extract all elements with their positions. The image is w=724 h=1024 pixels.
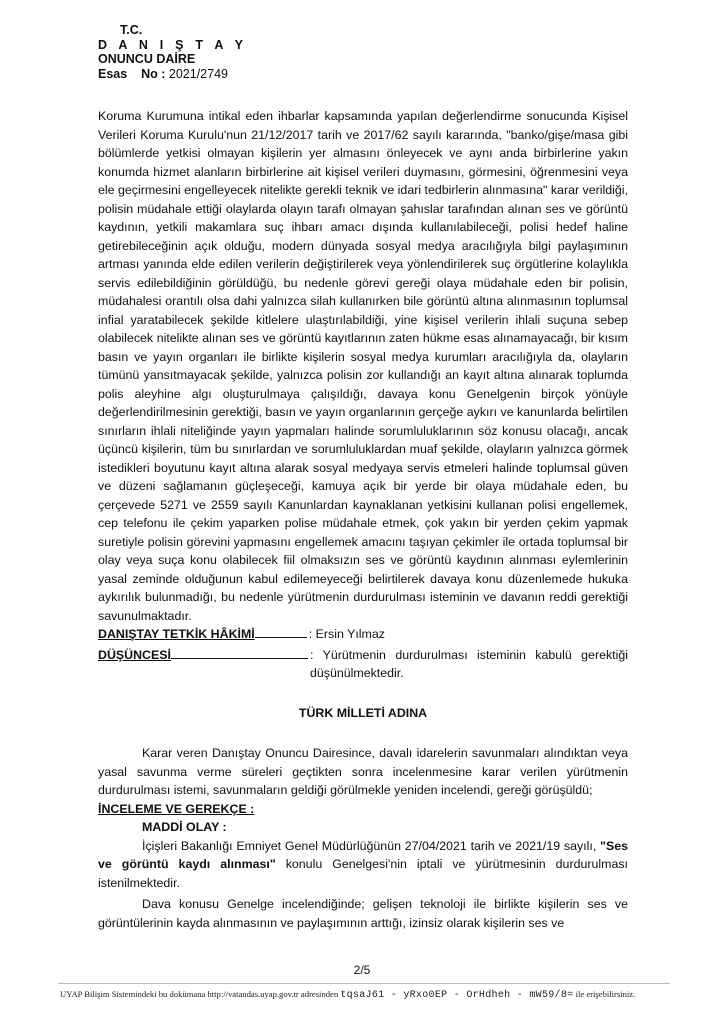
verification-code: tqsaJ61 - yRxo0EP - OrHdheh - mW59/8= xyxy=(340,990,574,1001)
footer-note-text: UYAP Bilişim Sistemindeki bu dokümana http://vatandas.uyap.gov.tr adresinden xyxy=(60,989,339,999)
judge-underline xyxy=(255,626,307,638)
document-body xyxy=(98,107,628,932)
circular-review-paragraph: Dava konusu Genelge incelendiğinde; gelişen teknoloji ile birlikte kişilerin ses ve görüntülerinin kayda alınmasının ve paylaşımının arttığı, izinsiz olarak kişilerin ses ve xyxy=(98,897,628,930)
document-header xyxy=(98,23,247,81)
opinion-label: DÜŞÜNCESİ xyxy=(98,647,171,662)
esas-label: Esas xyxy=(98,66,128,81)
no-label: No : xyxy=(141,66,166,81)
material-text-end: konulu Genelgesi'nin iptali ve yürütmesinin durdurulması istenilmektedir. xyxy=(98,857,628,890)
uyap-footer-note xyxy=(60,989,670,1001)
judge-row xyxy=(98,625,628,644)
decision-paragraph: Karar veren Danıştay Onuncu Dairesince, davalı idarelerin savunmaları alındıktan veya yasal savunma verme süreleri geçtikten sonra incelenmesine karar verilen yürütmenin durdurulması istemi, savunmaların geldiği görülmekle yeniden incelendi, gereği görüşüldü; xyxy=(98,746,628,797)
judge-name: : Ersin Yılmaz xyxy=(308,627,385,641)
material-event-paragraph xyxy=(98,837,628,893)
opinion-underline xyxy=(171,647,308,659)
defense-paragraph: Koruma Kurumuna intikal eden ihbarlar kapsamında yapılan değerlendirme sonucunda Kişisel Verileri Koruma Kurulu'nun 21/12/2017 tarih ve 2017/62 sayılı kararında, "banko/gişe/masa gibi bölümlerde yetkisi olmayan kişilerin yer almasını önleyecek ve aynı anda birbirlerine yakın konumda hizmet alanların birbirlerine ait kişisel verileri duymasını, görmesini, öğrenmesini veya ele geçirmesini engelleyecek nitelikte gerekli teknik ve idari tedbirlerin alınmasına" karar verildiği, polisin müdahale ettiği olaylarda olayın tarafı olmayan şahıslar tarafından alınan ses ve görüntü kaydının, yetkili makamlara suç ihbarı amacı dışında kullanılabileceği, polisi hedef haline getirebileceğinin açık olduğu, modern dünyada sosyal medya aracılığıyla bilgi paylaşımının artması yanında elde edilen verilerin değiştirilerek veya yönlendirilerek suç örgütlerine kolaylıkla servis edilebildiğinin görüldüğü, bu nedenle görevi gereği olaya müdahale eden bir polisin, müdahalesi orantılı olsa dahi yalnızca silah kullanırken bile görüntü altına alınmasının toplumsal infial yaratabilecek şekilde kitlelere ulaştırılabildiği, yine kişisel verilerin ihlali suçuna sebep olabilecek nitelikte alınan ses ve görüntü kayıtlarının zaten hükme esas alınamayacağı, bir kısım basın ve yayın organları ile birlikte kişilerin sosyal medya kurumları aracılığıyla da, olayların tümünü yansıtmayacak şekilde, yalnızca polisin zor kullandığı an kayıt altına alınarak toplumda polis aleyhine algı oluşturulmaya çalışıldığı, davaya konu Genelgenin birçok yönüyle değerlendirilmesinin gerektiği, basın ve yayın organlarının gerçeğe aykırı ve kanunlarda belirtilen sınırların ihlali niteliğinde yayın yapmaları halinde sorumluluklarının söz konusu olacağı, ancak üçüncü kişilerin, tüm bu sınırlardan ve sorumluluklardan muaf şekilde, olayların yalnızca görmek istedikleri boyutunu kayıt altına alarak sosyal medyaya servis etmeleri halinde toplumsal güven ve düzeni sağlamanın güçleşeceği, kamuya açık bir yerde bir olaya müdahale eden, bu çerçevede 5271 ve 2559 sayılı Kanunlardan kaynaklanan yetkisini kullanan polisi engellemek, cep telefonu ile çekim yaparken polise müdahale etmek, çok yakın bir yerden çekim yapmak suretiyle polisin görevini yapmasını engellemek amacını taşıyan çekimler ile ortada toplumsal bir olay veya suça konu olabilecek fiil olmaksızın ses ve görüntü kaydının alınması eylemlerinin yasal zeminde olduğunun kabul edilemeyeceği belirtilerek davaya konu düzenlemede hukuka aykırılık bulunmadığı, bu nedenle yürütmenin durdurulması isteminin ve davanın reddi gerektiği savunulmaktadır. xyxy=(98,109,628,623)
case-number-row xyxy=(98,67,247,82)
footer-note-suffix: ile erişebilirsiniz. xyxy=(575,989,636,999)
page-number: 2/5 xyxy=(353,963,371,977)
material-event-heading: MADDİ OLAY : xyxy=(142,820,227,834)
material-text-start: İçişleri Bakanlığı Emniyet Genel Müdürlüğünün 27/04/2021 tarih ve 2021/19 sayılı, xyxy=(142,838,601,853)
case-number: 2021/2749 xyxy=(168,66,228,81)
circular-title: "Ses ve görüntü kaydı alınması" xyxy=(98,838,628,871)
court-name: D A N I Ş T A Y xyxy=(98,37,248,52)
review-heading: İNCELEME VE GEREKÇE : xyxy=(98,801,255,816)
footer-divider xyxy=(58,983,670,984)
opinion-text: : Yürütmenin durdurulması isteminin kabulü gerektiği düşünülmektedir. xyxy=(309,647,628,680)
section-title: TÜRK MİLLETİ ADINA xyxy=(298,705,428,720)
chamber-name: ONUNCU DAİRE xyxy=(98,52,196,66)
judge-label: DANIŞTAY TETKİK HÂKİMİ xyxy=(98,627,255,641)
tc-heading: T.C. xyxy=(120,23,143,37)
opinion-row xyxy=(98,646,628,683)
